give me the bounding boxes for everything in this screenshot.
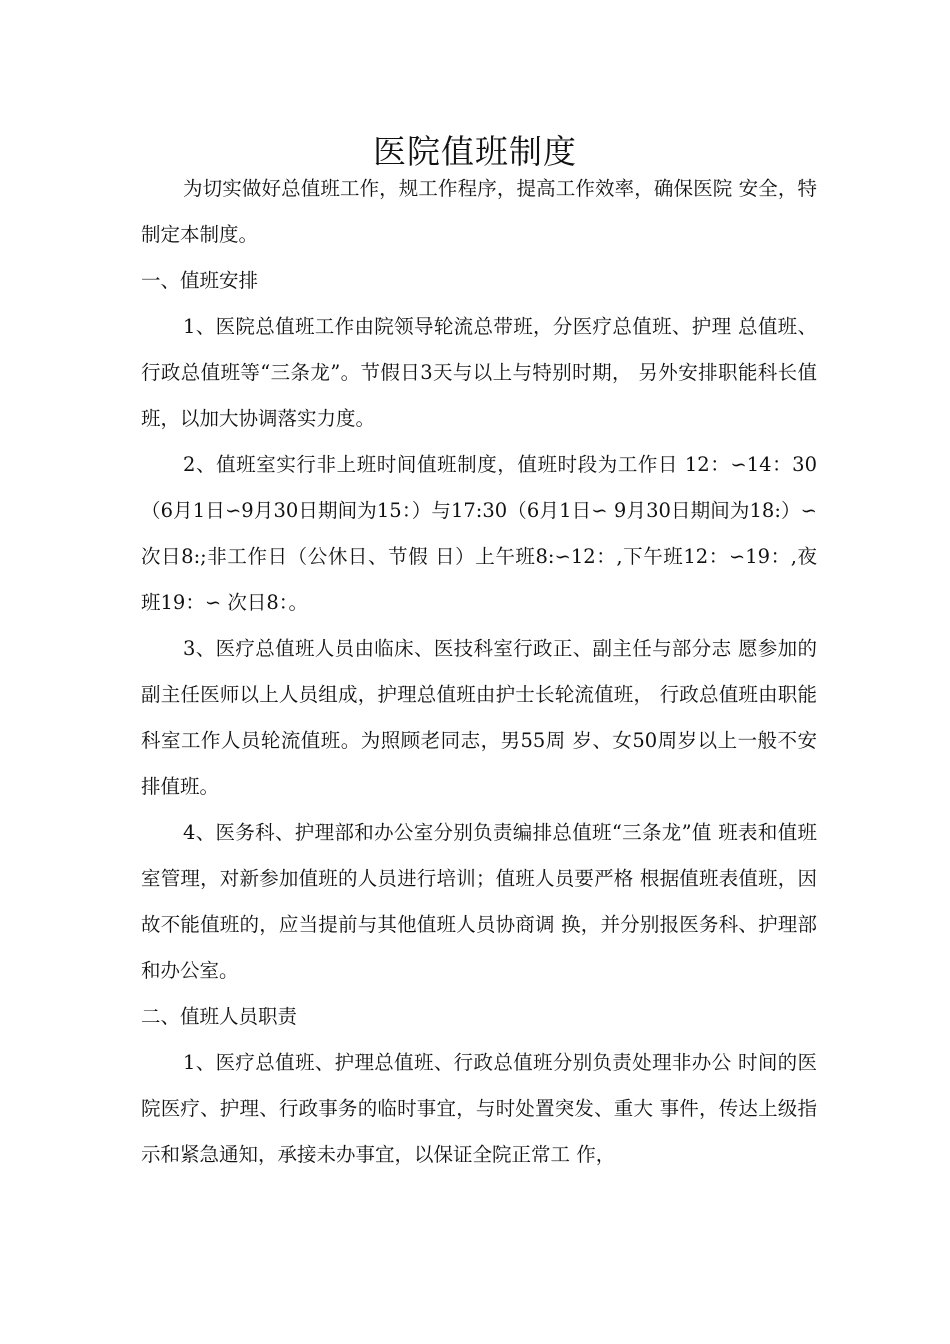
document-body [141, 166, 817, 1178]
duty-arrangement-item-3: 3、医疗总值班人员由临床、医技科室行政正、副主任与部分志 愿参加的副主任医师以上人员组成，护理总值班由护士长轮流值班， 行政总值班由职能科室工作人员轮流值班。为照顾老同志，男55周 岁、女50周岁以上一般不安排值班。 [141, 637, 817, 798]
document-title: 医院值班制度 [373, 132, 577, 172]
intro-paragraph: 为切实做好总值班工作，规工作程序，提高工作效率，确保医院 安全，特制定本制度。 [141, 177, 817, 246]
section-heading-staff-duties: 二、值班人员职责 [141, 1005, 298, 1028]
staff-duties-item-1: 1、医疗总值班、护理总值班、行政总值班分别负责处理非办公 时间的医院医疗、护理、行政事务的临时事宜，与时处置突发、重大 事件，传达上级指示和紧急通知，承接未办事宜，以保证全院正常工 作， [141, 1051, 817, 1166]
duty-arrangement-item-2: 2、值班室实行非上班时间值班制度，值班时段为工作日 12：∽14：30（6月1日∽9月30日期间为15：）与17:30（6月1日∽ 9月30日期间为18:）∽次日8:;非工作日（公休日、节假 日）上午班8:∽12：,下午班12：∽19：,夜班19：∽ 次日8：。 [141, 453, 817, 614]
section-heading-duty-arrangement: 一、值班安排 [141, 269, 259, 292]
duty-arrangement-item-4: 4、医务科、护理部和办公室分别负责编排总值班“三条龙”值 班表和值班室管理，对新参加值班的人员进行培训；值班人员要严格 根据值班表值班，因故不能值班的，应当提前与其他值班人员协商调 换，并分别报医务科、护理部和办公室。 [141, 821, 817, 982]
duty-arrangement-item-1: 1、医院总值班工作由院领导轮流总带班，分医疗总值班、护理 总值班、行政总值班等“三条龙”。节假日3天与以上与特别时期， 另外安排职能科长值班，以加大协调落实力度。 [141, 315, 817, 430]
